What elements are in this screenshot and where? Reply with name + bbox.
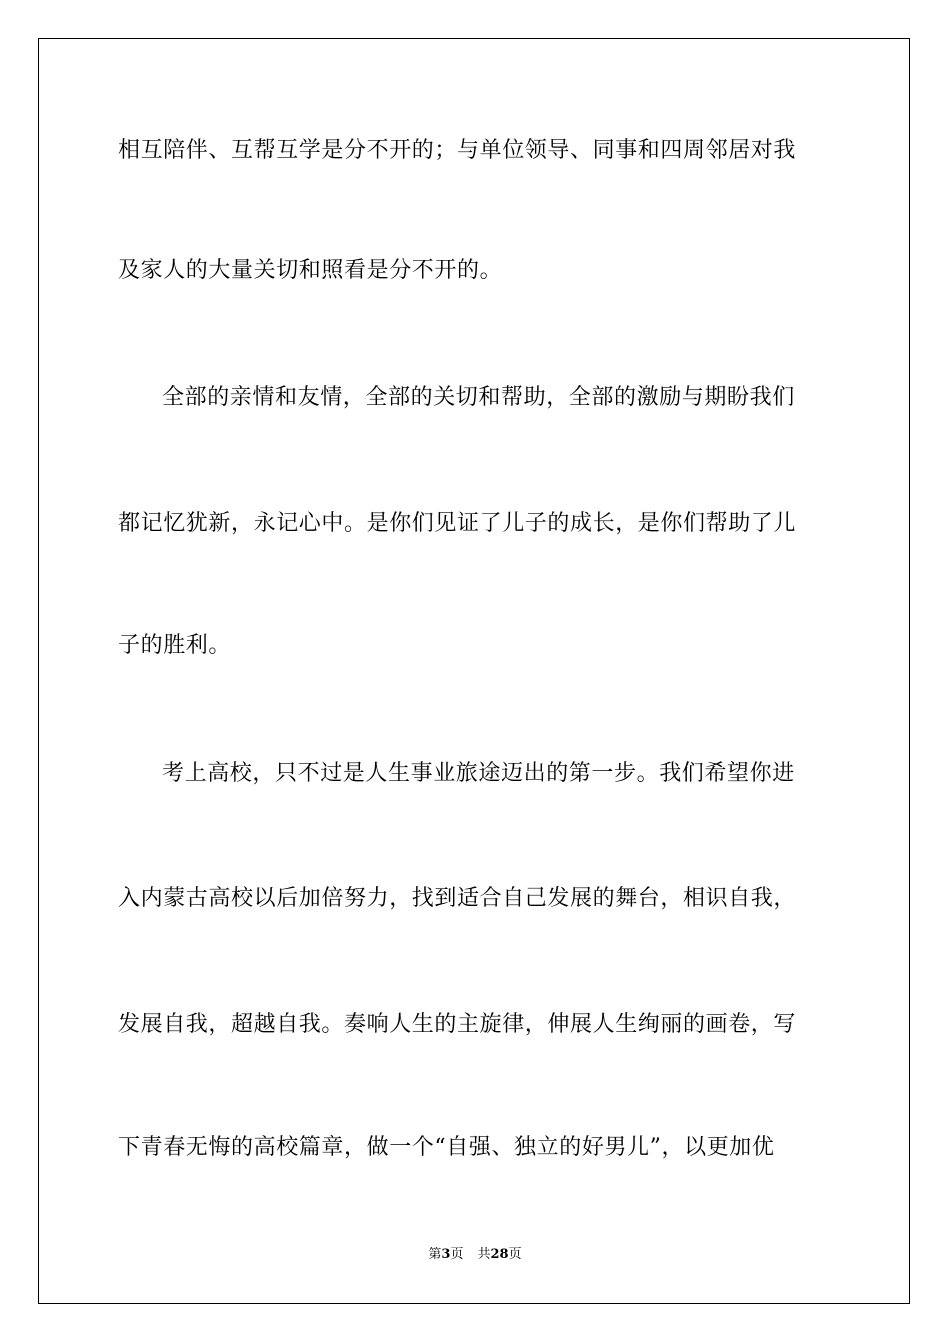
total-suffix: 页: [508, 1247, 522, 1262]
body-text-line: 相互陪伴、互帮互学是分不开的；与单位领导、同事和四周邻居对我: [118, 138, 797, 163]
paragraph-start-line: 考上高校，只不过是人生事业旅途迈出的第一步。我们希望你进: [162, 761, 795, 786]
page-prefix: 第: [428, 1247, 442, 1262]
body-text-line: 都记忆犹新，永记心中。是你们见证了儿子的成长，是你们帮助了儿: [118, 511, 797, 536]
paragraph-start-line: 全部的亲情和友情，全部的关切和帮助，全部的激励与期盼我们: [162, 385, 795, 410]
body-text-line: 发展自我，超越自我。奏响人生的主旋律，伸展人生绚丽的画卷，写: [118, 1012, 797, 1037]
total-prefix: 共: [477, 1247, 491, 1262]
page-suffix: 页: [450, 1247, 464, 1262]
body-text-line: 子的胜利。: [118, 633, 232, 658]
page-number: 3: [441, 1247, 451, 1262]
total-pages: 28: [490, 1247, 509, 1262]
page-border: [38, 38, 910, 1304]
body-text-line: 下青春无悔的高校篇章，做一个“自强、独立的好男儿”，以更加优: [118, 1135, 775, 1160]
body-text-line: 及家人的大量关切和照看是分不开的。: [118, 258, 503, 283]
body-text-line: 入内蒙古高校以后加倍努力，找到适合自己发展的舞台，相识自我，: [118, 886, 797, 911]
page-footer: [0, 1246, 950, 1264]
